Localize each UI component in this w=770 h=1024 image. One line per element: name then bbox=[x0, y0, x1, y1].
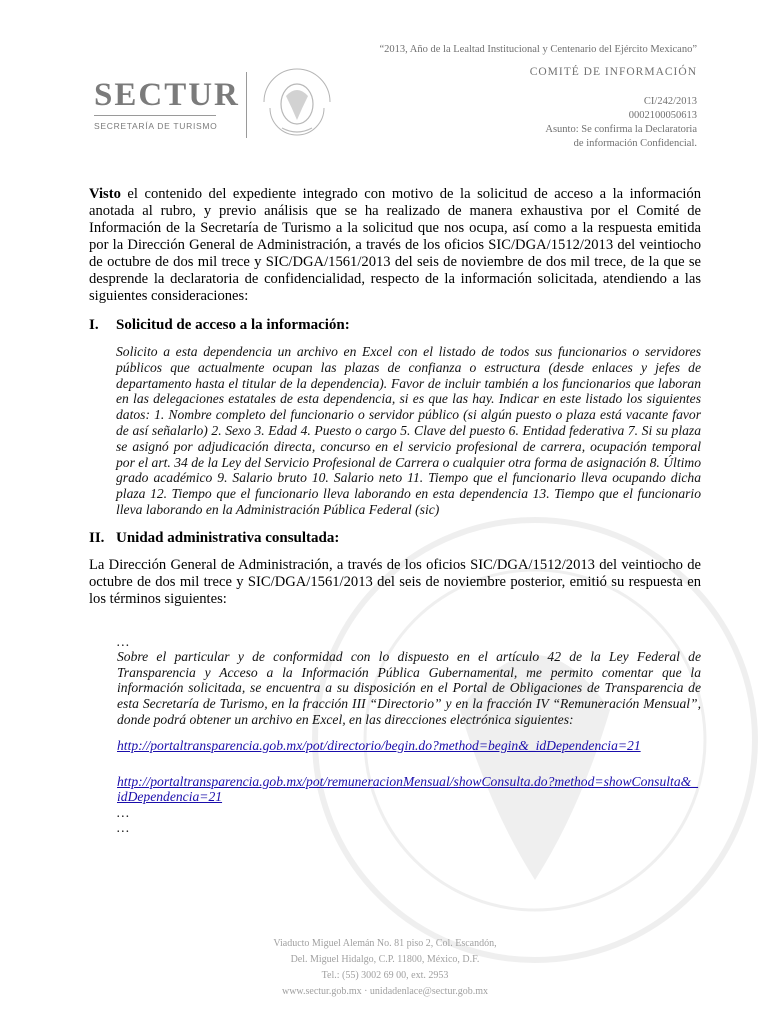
subject-line-2: de información Confidencial. bbox=[573, 138, 697, 149]
section-1-title: Solicitud de acceso a la información: bbox=[116, 317, 350, 333]
document-references bbox=[545, 95, 697, 151]
footer-web: www.sectur.gob.mx · unidadenlace@sectur.gob.mx bbox=[281, 986, 488, 997]
logo-rule bbox=[94, 115, 216, 116]
ellipsis-bottom-2: … bbox=[117, 820, 130, 836]
response-quote bbox=[117, 634, 701, 835]
header-divider bbox=[246, 72, 247, 138]
section-2-heading bbox=[89, 530, 701, 547]
section-1-heading bbox=[89, 317, 701, 334]
sectur-logo bbox=[94, 77, 240, 131]
footer-address: Viaducto Miguel Alemán No. 81 piso 2, Col. Escandón, bbox=[273, 938, 497, 949]
page-footer bbox=[0, 936, 770, 1000]
logo-wordmark: SECTUR bbox=[94, 77, 240, 113]
ellipsis-bottom-1: … bbox=[117, 805, 130, 821]
subject-line-1: Asunto: Se confirma la Declaratoria bbox=[545, 124, 697, 135]
committee-name: COMITÉ DE INFORMACIÓN bbox=[529, 66, 697, 78]
section-2-title: Unidad administrativa consultada: bbox=[116, 529, 340, 546]
national-seal-icon bbox=[256, 58, 338, 146]
footer-phone: Tel.: (55) 3002 69 00, ext. 2953 bbox=[321, 970, 449, 981]
response-paragraph: La Dirección General de Administración, a través de los oficios SIC/DGA/1512/2013 del veintiocho de octubre de dos mil trece y SIC/DGA/1561/2013 del seis de noviembre posterior, emitió su respuesta en los términos siguientes: bbox=[89, 556, 701, 607]
section-1-number: I. bbox=[89, 317, 99, 333]
request-quote: Solicito a esta dependencia un archivo en Excel con el listado de todos sus funcionarios o servidores públicos que actualmente ocupan las plazas de confianza o estructura (desde enlaces y jefes de departamento hasta el titular de la dependencia). Favor de incluir también a los funcionarios que laboran en las delegaciones estatales de esta dependencia, si es que las hay. Indicar en este listado los siguientes datos: 1. Nombre completo del funcionario o servidor público (si algún puesto o plaza está vacante favor de así señalarlo) 2. Sexo 3. Edad 4. Puesto o cargo 5. Clave del puesto 6. Entidad federativa 7. Si su plaza se asignó por adjudicación directa, concurso en el servicio profesional de carrera, ocupación temporal por el art. 34 de la Ley del Servicio Profesional de Carrera o cualquier otra forma de asignación 8. Último grado académico 9. Salario bruto 10. Salario neto 11. Tiempo que el funcionario lleva ocupando dicha plaza 12. Tiempo que el funcionario lleva laborando en esta dependencia 13. Tiempo que el funcionario lleva laborando en la Administración Pública Federal (sic) bbox=[116, 344, 701, 517]
intro-paragraph bbox=[89, 186, 701, 305]
response-quote-text: Sobre el particular y de conformidad con lo dispuesto en el artículo 42 de la Ley Federal de Transparencia y Acceso a la Información Pública Gubernamental, me permito comentar que la información solicitada, se encuentra a su disposición en el Portal de Obligaciones de Transparencia de esta Secretaría de Turismo, en la fracción III “Directorio” y en la fracción IV “Remuneración Mensual”, donde podrá obtener un archivo en Excel, en las direcciones electrónica siguientes: bbox=[117, 648, 701, 727]
header-motto: “2013, Año de la Lealtad Institucional y Centenario del Ejército Mexicano” bbox=[379, 44, 697, 55]
directorio-link[interactable]: http://portaltransparencia.gob.mx/pot/directorio/begin.do?method=begin&_idDependencia=21 bbox=[117, 737, 641, 753]
reference-number: CI/242/2013 bbox=[643, 96, 697, 107]
section-2-number: II. bbox=[89, 529, 105, 546]
intro-lead: Visto bbox=[89, 186, 121, 202]
footer-district: Del. Miguel Hidalgo, C.P. 11800, México, D.F. bbox=[290, 954, 480, 965]
ellipsis-top: … bbox=[117, 633, 130, 649]
remuneracion-link[interactable]: http://portaltransparencia.gob.mx/pot/remuneracionMensual/showConsulta.do?method=showConsulta&_idDependencia=21 bbox=[117, 773, 698, 805]
folio-number: 0002100050613 bbox=[628, 110, 697, 121]
logo-subtitle: SECRETARÍA DE TURISMO bbox=[94, 121, 218, 131]
document-body bbox=[89, 186, 701, 835]
intro-text: el contenido del expediente integrado con motivo de la solicitud de acceso a la información anotada al rubro, y previo análisis que se ha realizado de manera exhaustiva por el Comité de Información de la Secretaría de Turismo a la solicitud que nos ocupa, así como a la respuesta emitida por la Dirección General de Administración, a través de los oficios SIC/DGA/1512/2013 del veintiocho de octubre de dos mil trece y SIC/DGA/1561/2013 del seis de noviembre de dos mil trece, de la que se desprende la declaratoria de confidencialidad, respecto de la información solicitada, atendiendo a las siguientes consideraciones: bbox=[89, 186, 701, 304]
